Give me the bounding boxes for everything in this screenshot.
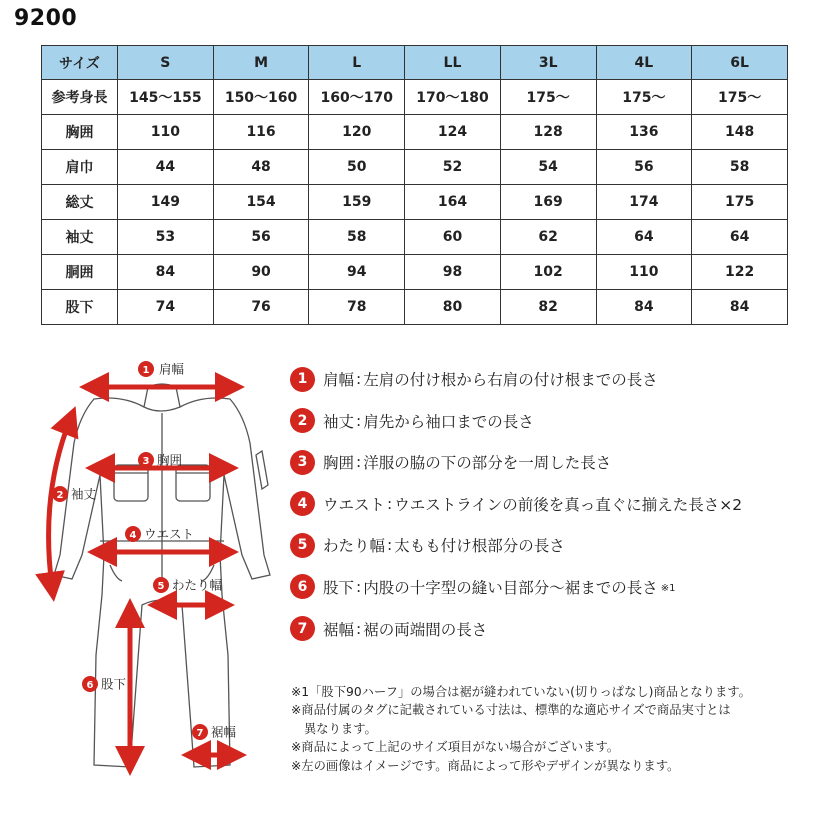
size-cell: 175 [692,185,788,220]
size-cell: 102 [500,255,596,290]
size-header-cell: サイズ [42,46,118,80]
legend-description: 裾の両端間の長さ [363,620,488,639]
size-table-header-row [42,46,788,80]
legend-number: 5 [290,533,315,558]
size-cell: 116 [213,115,309,150]
size-cell: 149 [118,185,214,220]
size-row-label: 胴囲 [42,255,118,290]
measurement-legend [290,365,820,656]
size-cell: 169 [500,185,596,220]
diagram-label-thigh [153,577,223,593]
legend-number: 2 [290,408,315,433]
legend-item [290,490,820,518]
size-cell: 110 [118,115,214,150]
diagram-number: 4 [129,530,137,541]
size-table [41,45,788,325]
footnote-line: ※商品によって上記のサイズ項目がない場合がございます。 [291,740,620,755]
size-cell: 82 [500,290,596,325]
footnote-line: 異なります。 [304,721,377,736]
size-cell: 84 [118,255,214,290]
diagram-label-shoulder [138,361,185,377]
diagram-label-hem [192,724,237,740]
size-table-row [42,220,788,255]
diagram-label-text: 胸囲 [157,452,183,468]
legend-term: 股下 [323,578,355,597]
diagram-label-text: ウエスト [144,526,195,542]
size-cell: 62 [500,220,596,255]
legend-colon: : [387,494,393,513]
size-cell: 124 [405,115,501,150]
size-cell: 145〜155 [118,80,214,115]
size-row-label: 総丈 [42,185,118,220]
diagram-number: 1 [142,365,150,376]
legend-term: 袖丈 [323,412,355,431]
size-cell: 48 [213,150,309,185]
size-cell: 84 [596,290,692,325]
diagram-number: 2 [56,490,64,501]
diagram-number: 6 [86,680,94,691]
size-cell: 120 [309,115,405,150]
size-cell: 94 [309,255,405,290]
size-cell: 50 [309,150,405,185]
size-table-row [42,150,788,185]
legend-description: 太もも付け根部分の長さ [394,537,565,556]
size-cell: 53 [118,220,214,255]
legend-item [290,365,820,393]
size-cell: 56 [596,150,692,185]
size-cell: 60 [405,220,501,255]
legend-number: 6 [290,574,315,599]
size-cell: 110 [596,255,692,290]
diagram-label-text: 股下 [101,676,127,692]
diagram-number: 7 [196,728,204,739]
legend-description: 左肩の付け根から右肩の付け根までの長さ [363,371,658,389]
size-row-label: 肩巾 [42,150,118,185]
legend-colon: : [356,411,362,430]
legend-number: 1 [290,367,315,392]
size-row-label: 参考身長 [42,80,118,115]
footnotes [291,683,821,775]
size-cell: 128 [500,115,596,150]
legend-term: ウエスト [323,495,386,514]
size-cell: 150〜160 [213,80,309,115]
legend-term: わたり幅 [323,537,386,556]
footnote-line: ※左の画像はイメージです。商品によって形やデザインが異なります。 [291,758,680,773]
size-cell: 136 [596,115,692,150]
size-header-cell: LL [405,46,501,80]
legend-item [290,531,820,559]
footnote-line: ※商品付属のタグに記載されている寸法は、標準的な適応サイズで商品実寸とは [291,703,731,718]
size-cell: 64 [596,220,692,255]
size-cell: 175〜 [596,80,692,115]
size-cell: 122 [692,255,788,290]
size-cell: 84 [692,290,788,325]
legend-term: 胸囲 [323,454,355,473]
legend-description: ウエストラインの前後を真っ直ぐに揃えた長さ×2 [394,495,743,514]
size-header-cell: 4L [596,46,692,80]
size-row-label: 袖丈 [42,220,118,255]
legend-colon: : [356,453,362,472]
size-cell: 78 [309,290,405,325]
size-cell: 54 [500,150,596,185]
size-cell: 170〜180 [405,80,501,115]
size-table-row [42,185,788,220]
size-cell: 160〜170 [309,80,405,115]
size-table-row [42,80,788,115]
diagram-label-sleeve [52,486,97,502]
legend-colon: : [356,619,362,638]
size-cell: 148 [692,115,788,150]
size-cell: 58 [309,220,405,255]
size-cell: 98 [405,255,501,290]
legend-colon: : [356,370,362,388]
size-cell: 175〜 [692,80,788,115]
legend-description: 内股の十字型の縫い目部分〜裾までの長さ [363,578,658,597]
legend-number: 7 [290,616,315,641]
size-cell: 56 [213,220,309,255]
legend-item [290,448,820,476]
legend-term: 肩幅 [323,371,355,389]
size-table-row [42,290,788,325]
diagram-label-text: 袖丈 [71,486,97,502]
diagram-number: 5 [157,581,165,592]
size-header-cell: 3L [500,46,596,80]
legend-colon: : [356,577,362,596]
footnote-line: ※1「股下90ハーフ」の場合は裾が縫われていない(切りっぱなし)商品となります。 [291,685,751,699]
coverall-outline [54,384,270,767]
legend-note-mark: ※1 [660,583,676,595]
size-cell: 159 [309,185,405,220]
diagram-number: 3 [142,456,150,467]
size-cell: 175〜 [500,80,596,115]
diagram-label-waist [125,526,194,542]
size-cell: 76 [213,290,309,325]
size-table-row [42,255,788,290]
size-table-row [42,115,788,150]
legend-item [290,407,820,435]
size-cell: 58 [692,150,788,185]
size-cell: 80 [405,290,501,325]
size-cell: 164 [405,185,501,220]
legend-item [290,573,820,601]
legend-item [290,615,820,643]
measurement-lines [49,387,232,761]
legend-term: 裾幅 [323,620,355,639]
legend-number: 3 [290,450,315,475]
size-cell: 154 [213,185,309,220]
diagram-label-inseam [82,676,127,692]
diagram-label-text: わたり幅 [172,577,223,593]
legend-number: 4 [290,491,315,516]
size-cell: 44 [118,150,214,185]
size-cell: 90 [213,255,309,290]
diagram-label-chest [138,452,182,468]
size-header-cell: M [213,46,309,80]
size-row-label: 胸囲 [42,115,118,150]
size-cell: 174 [596,185,692,220]
legend-colon: : [387,536,393,555]
size-cell: 64 [692,220,788,255]
legend-description: 肩先から袖口までの長さ [363,412,534,431]
size-header-cell: S [118,46,214,80]
coverall-diagram [30,355,280,785]
size-row-label: 股下 [42,290,118,325]
diagram-label-text: 肩幅 [159,361,185,377]
size-header-cell: 6L [692,46,788,80]
diagram-label-text: 裾幅 [211,724,237,740]
size-cell: 74 [118,290,214,325]
product-code: 9200 [14,6,78,31]
size-cell: 52 [405,150,501,185]
legend-description: 洋服の脇の下の部分を一周した長さ [363,454,612,473]
size-header-cell: L [309,46,405,80]
